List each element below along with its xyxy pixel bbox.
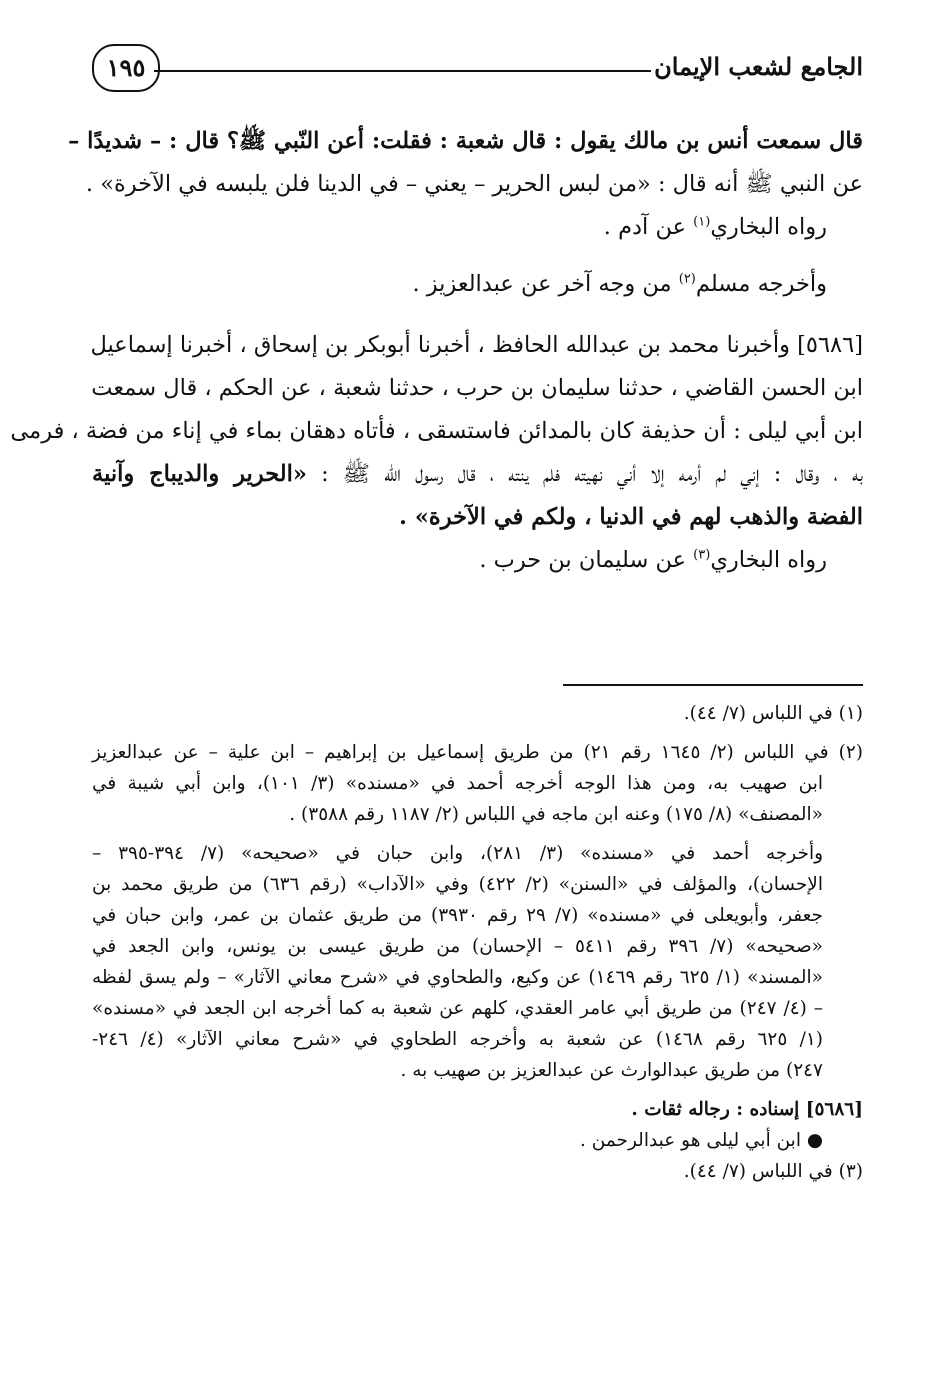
header-rule xyxy=(154,70,651,72)
footnote-ref: (١) xyxy=(693,214,711,230)
footnote-ref: (٢) xyxy=(678,271,696,287)
text-line: رواه البخاري$^{(٣)}$ عن سليمان بن حرب . xyxy=(479,547,827,573)
footnote-line: (٣) في اللباس (٧/ ٤٤). xyxy=(683,1161,863,1182)
footnote-line: – (٤/ ٢٤٧) من طريق أبي عامر العقدي، كلهم عن شعبة به كما أخرجه ابن الجعد في «مسنده» xyxy=(92,998,823,1019)
page-number: ١٩٥ xyxy=(92,44,160,92)
footnote-line: (١/ ٦٢٥ رقم ١٤٦٨) عن شعبة به وأخرجه الطحاوي في «شرح معاني الآثار» (٤/ ٢٤٦- xyxy=(92,1029,823,1050)
text-line: ابن الحسن القاضي ، حدثنا سليمان بن حرب ، حدثنا شعبة ، عن الحكم ، قال سمعت xyxy=(91,375,863,401)
footnote-line: (١) في اللباس (٧/ ٤٤). xyxy=(683,703,863,724)
footnote-line: (٢) في اللباس (٢/ ١٦٤٥ رقم ٢١) من طريق إسماعيل بن إبراهيم – ابن علية – عن عبدالعزيز xyxy=(92,742,863,763)
footnote-line: ٢٤٧) من طريق عبدالوارث عن عبدالعزيز بن صهيب به . xyxy=(400,1060,823,1081)
text-line: رواه البخاري$^{(١)}$ عن آدم . xyxy=(603,214,827,240)
footnote-line: جعفر، وأبويعلى في «مسنده» (٧/ ٢٩ رقم ٣٩٣٠) من طريق عثمان بن عمر، وابن حبان في xyxy=(92,905,823,926)
bullet-note: ● ابن أبي ليلى هو عبدالرحمن . xyxy=(580,1130,823,1151)
footnote-line: «المصنف» (٨/ ١٧٥) وعنه ابن ماجه في اللباس (٢/ ١١٨٧ رقم ٣٥٨٨) . xyxy=(289,804,823,825)
page-header xyxy=(92,40,863,100)
footnote-ref: (٣) xyxy=(693,547,711,563)
text-line: وأخرجه مسلم$^{(٢)}$ من وجه آخر عن عبدالعزيز . xyxy=(412,271,827,297)
text-line: ابن أبي ليلى : أن حذيفة كان بالمدائن فاستسقى ، فأتاه دهقان بماء في إناء من فضة ، فرمى xyxy=(10,418,863,444)
running-title: الجامع لشعب الإيمان xyxy=(654,52,863,81)
hadith-quote: عن النبي ﷺ أنه قال : «من لبس الحرير – يعني – في الدينا فلن يلبسه في الآخرة» . xyxy=(85,171,863,197)
main-text xyxy=(10,120,864,582)
footnote-line: وأخرجه أحمد في «مسنده» (٣/ ٢٨١)، وابن حبان في «صحيحه» (٧/ ٣٩٤-٣٩٥ – xyxy=(92,843,824,864)
footnote-line: ابن صهيب به، ومن هذا الوجه أخرجه أحمد في «مسنده» (٣/ ١٠١)، وابن أبي شيبة في xyxy=(92,773,823,794)
footnote-separator xyxy=(563,684,863,686)
text-line: [٥٦٨٦] وأخبرنا محمد بن عبدالله الحافظ ، أخبرنا أبوبكر بن إسحاق ، أخبرنا إسماعيل xyxy=(90,332,863,358)
footnote-line: «صحيحه» (٧/ ٣٩٦ رقم ٥٤١١ – الإحسان) من طريق عيسى بن يونس، وابن الجعد في xyxy=(92,936,823,957)
footnote-line: «المسند» (١/ ٦٢٥ رقم ١٤٦٩) عن وكيع، والطحاوي في «شرح معاني الآثار» – ولم يسق لفظه xyxy=(92,967,823,988)
text-line xyxy=(85,163,863,206)
footnotes xyxy=(92,698,863,1187)
hadith-quote: الفضة والذهب لهم في الدنيا ، ولكم في الآخرة» . xyxy=(399,504,863,530)
footnote-line: الإحسان)، والمؤلف في «السنن» (٢/ ٤٢٢) وفي «الآداب» (رقم ٦٣٦) من طريق محمد بن xyxy=(92,874,823,895)
text-line: قال سمعت أنس بن مالك يقول : قال شعبة : فقلت: أعن النّبي ﷺ؟ قال : – شديدًا – xyxy=(68,128,863,154)
hadith-quote: «الحرير والديباج وآنية xyxy=(92,461,307,487)
text-line: به ، وقال : إني لم أرمه إلا أني نهيته فلم ينته ، قال رسول الله ﷺ : «الحرير والديباج وآنية xyxy=(92,461,864,487)
isnad-note: [٥٦٨٦] إسناده : رجاله ثقات . xyxy=(631,1099,863,1120)
